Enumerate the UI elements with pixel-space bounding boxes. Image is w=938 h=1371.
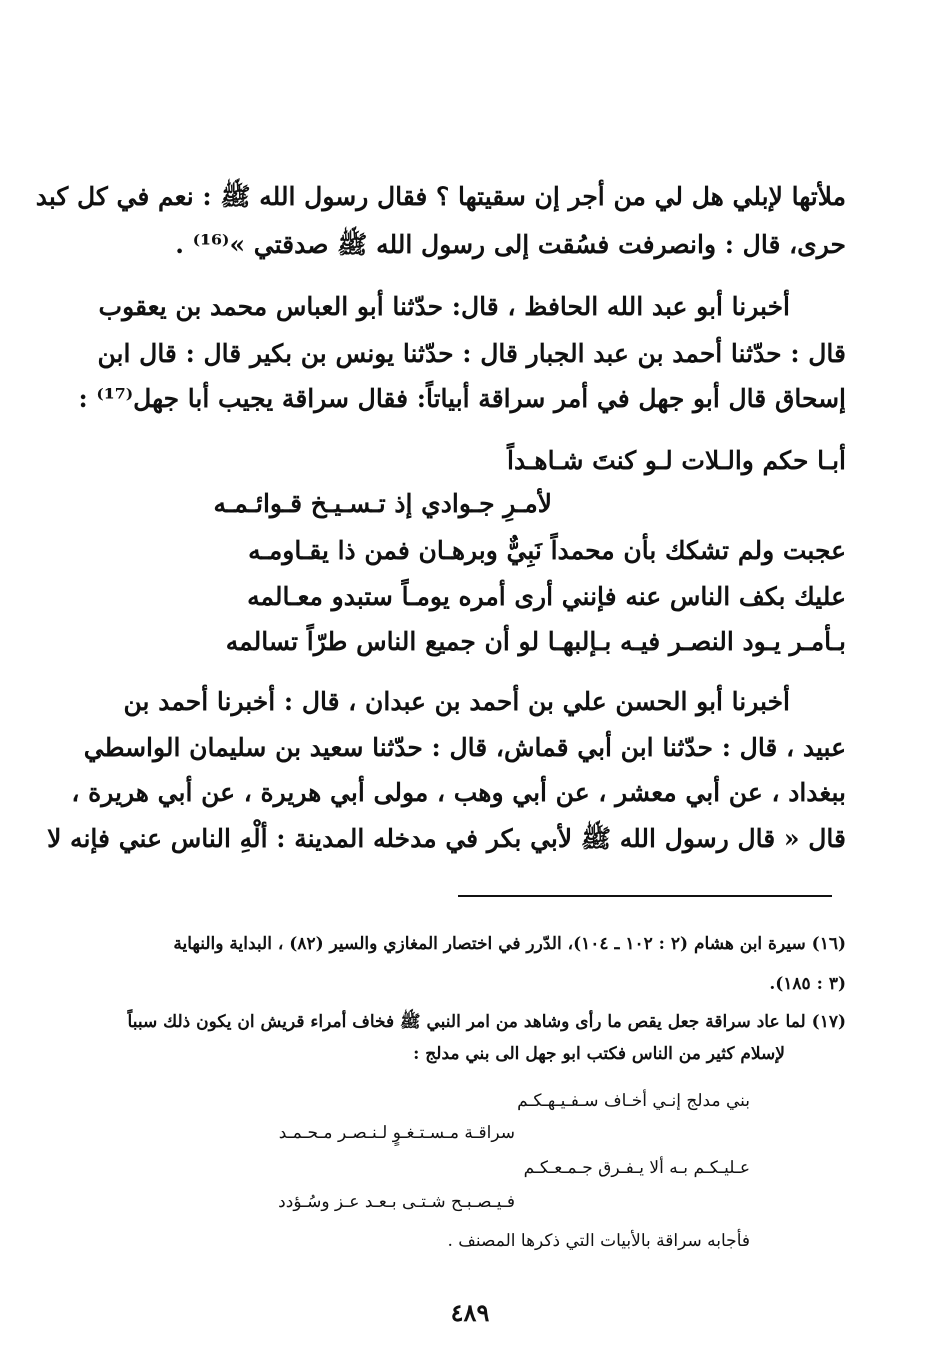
- footnote-16: (١٦) سيرة ابن هشام (٢ : ١٠٢ ـ ١٠٤)، الدّرر في اختصار المغازي والسير (٨٢) ، البداية والنهاية: [173, 934, 846, 954]
- body-line: قال « قال رسول الله ﷺ لأبي بكر في مدخله المدينة : ألْهِ الناس عني فإنه لا: [47, 824, 846, 853]
- footnote-verse: عـليـكـم بـه ألا يـفـرق جـمـعـكـم: [523, 1158, 750, 1178]
- body-line: حرى، قال : وانصرفت فسُقت إلى رسول الله ﷺ صدقتي »⁽¹⁶⁾ .: [175, 230, 846, 259]
- footnote-17: (١٧) لما عاد سراقة جعل يقص ما رأى وشاهد من امر النبي ﷺ فخاف أمراء قريش ان يكون ذلك سبباً: [127, 1012, 846, 1032]
- page-number: ٤٨٩: [450, 1298, 490, 1327]
- body-line: قال : حدّثنا أحمد بن عبد الجبار قال : حدّثنا يونس بن بكير قال : قال ابن: [97, 339, 846, 368]
- footnote-separator: [458, 895, 832, 897]
- body-line: ببغداد ، عن أبي معشر ، عن أبي وهب ، مولى أبي هريرة ، عن أبي هريرة ،: [71, 778, 846, 807]
- body-line: أخبرنا أبو الحسن علي بن أحمد بن عبدان ، قال : أخبرنا أحمد بن: [123, 687, 790, 716]
- footnote-verse: سراقـة مـسـتـغـوٍ لـنـصـر مـحـمـد: [278, 1123, 515, 1143]
- body-line: ملأتها لإبلي هل لي من أجر إن سقيتها ؟ فقال رسول الله ﷺ : نعم في كل كبد: [35, 182, 846, 211]
- poem-verse: عليك بكف الناس عنه فإنني أرى أمره يومـاً ستبدو معـالمه: [247, 582, 846, 611]
- poem-verse: لأمـرِ جـوادي إذ تـسـيـخ قـوائـمـه: [213, 489, 552, 518]
- body-line: أخبرنا أبو عبد الله الحافظ ، قال: حدّثنا أبو العباس محمد بن يعقوب: [98, 292, 790, 321]
- poem-verse: أبـا حكم والـلات لـو كنتَ شـاهـداً: [507, 446, 846, 475]
- footnote-16-cont: (٣ : ١٨٥).: [769, 974, 846, 994]
- body-line: إسحاق قال أبو جهل في أمر سراقة أبياتاً: فقال سراقة يجيب أبا جهل⁽¹⁷⁾ :: [78, 384, 846, 413]
- footnote-verse: بني مدلج إنـي أخـاف سـفـيـهـكـم: [517, 1091, 750, 1111]
- footnote-verse: فـيـصـبـح شـتـى بـعـد عـز وسُـؤدد: [278, 1192, 515, 1212]
- poem-verse: عجبت ولم تشكك بأن محمداً نَبِيٌّ وبرهـان فمن ذا يقـاومـه: [248, 536, 846, 565]
- footnote-17-closing: فأجابه سراقة بالأبيات التي ذكرها المصنف .: [447, 1231, 750, 1251]
- footnote-17-cont: لإسلام كثير من الناس فكتب ابو جهل الى بني مدلج :: [413, 1044, 785, 1064]
- body-line: عبيد ، قال : حدّثنا ابن أبي قماش، قال : حدّثنا سعيد بن سليمان الواسطي: [83, 733, 846, 762]
- poem-verse: بـأمـر يـود النصـر فيـه بـإلبهـا لو أن جميع الناس طرّاً تسالمه: [225, 627, 846, 656]
